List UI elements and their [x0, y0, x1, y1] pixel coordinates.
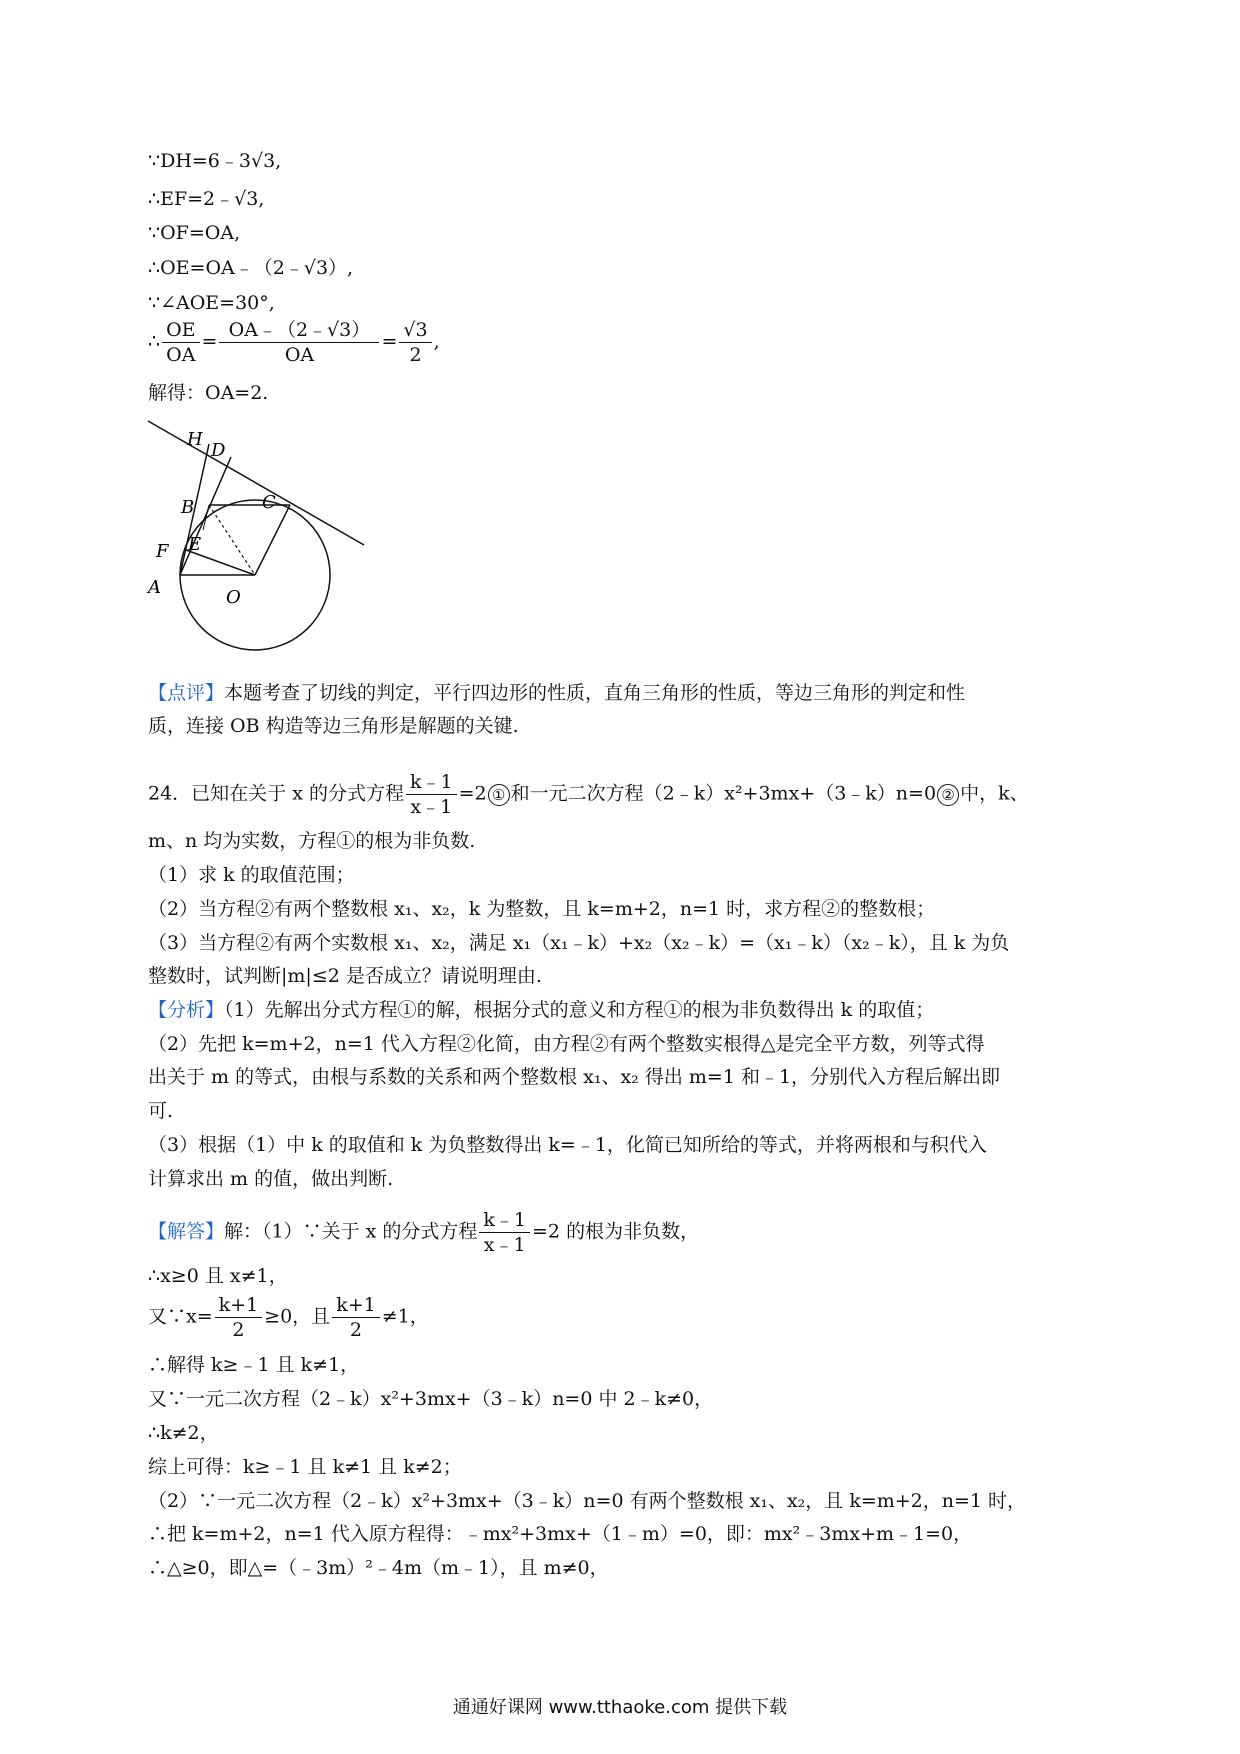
answer-line-8: （2）∵一元二次方程（2﹣k）x²+3mx+（3﹣k）n=0 有两个整数根 x₁、x₂，且 k=m+2，n=1 时， — [148, 1490, 1027, 1512]
comment-line-2: 质，连接 OB 构造等边三角形是解题的关键. — [148, 715, 519, 737]
fraction-den: OA — [166, 344, 196, 366]
fraction-expression — [219, 318, 379, 367]
fraction-oe-oa — [162, 318, 199, 367]
comment-line-1 — [148, 680, 965, 706]
answer-text-3b: ≥0，且 — [264, 1305, 331, 1328]
answer-line-3 — [148, 1293, 429, 1342]
comment-tag: 【点评】 — [148, 682, 225, 704]
analysis-line-2: （2）先把 k=m+2，n=1 代入方程②化简，由方程②有两个整数实根得△是完全平方数，列等式得 — [148, 1033, 985, 1055]
proof-line-4: ∴OE=OA﹣（2﹣√3）, — [148, 257, 354, 279]
analysis-line-6: 计算求出 m 的值，做出判断. — [148, 1168, 394, 1190]
q24-part-2: （2）当方程②有两个整数根 x₁、x₂，k 为整数，且 k=m+2，n=1 时，求方程②的整数根； — [148, 898, 936, 920]
segment-eb — [203, 505, 209, 530]
analysis-line-1 — [148, 997, 934, 1023]
fraction-num: OA﹣（2﹣√3） — [219, 318, 379, 343]
label-d: D — [211, 440, 226, 461]
proof-line-6: ∴ $\frac{OE}{OA}$ = $\frac{OA﹣(2﹣√3)}{OA}$ = $\frac{√3}{2}$ , — [148, 319, 440, 366]
fraction-num: √3 — [399, 318, 431, 343]
analysis-line-4: 可. — [148, 1100, 174, 1122]
q24-intro-c: 和一元二次方程（2﹣k）x²+3mx+（3﹣k）n=0 — [510, 782, 937, 805]
answer-text-1b: =2 的根为非负数， — [532, 1220, 700, 1243]
fraction-num: OE — [162, 318, 199, 343]
fraction-den: x﹣1 — [410, 796, 453, 818]
fraction-num: k﹣1 — [479, 1208, 530, 1233]
q24-part-1: （1）求 k 的取值范围； — [148, 864, 355, 886]
q24-intro-d: 中，k、 — [960, 782, 1029, 805]
comment-text-1: 本题考查了切线的判定，平行四边形的性质，直角三角形的性质，等边三角形的判定和性 — [224, 682, 966, 704]
question-24-intro — [148, 770, 1029, 819]
analysis-line-3: 出关于 m 的等式，由根与系数的关系和两个整数根 x₁、x₂ 得出 m=1 和﹣1，分别代入方程后解出即 — [148, 1066, 1001, 1088]
answer-line-10: ∴△≥0，即△=（﹣3m）²﹣4m（m﹣1），且 m≠0， — [148, 1557, 609, 1579]
label-c: C — [262, 492, 276, 513]
label-f: F — [156, 541, 169, 562]
answer-line-5: 又∵一元二次方程（2﹣k）x²+3mx+（3﹣k）n=0 中 2﹣k≠0， — [148, 1388, 714, 1410]
q24-part-3b: 整数时，试判断|m|≤2 是否成立？请说明理由. — [148, 965, 542, 987]
answer-fraction-1 — [479, 1208, 530, 1257]
analysis-line-5: （3）根据（1）中 k 的取值和 k 为负整数得出 k=﹣1，化简已知所给的等式，并将两根和与积代入 — [148, 1134, 987, 1156]
fraction-num: k+1 — [332, 1293, 380, 1318]
fraction-den: x﹣1 — [483, 1234, 526, 1256]
answer-text-1a: 解：（1）∵关于 x 的分式方程 — [224, 1220, 478, 1243]
proof-line-7: 解得：OA=2. — [148, 382, 269, 404]
fraction-sqrt3-2 — [399, 318, 431, 367]
q24-line-2: m、n 均为实数，方程①的根为非负数. — [148, 830, 476, 852]
answer-line-7: 综上可得：k≥﹣1 且 k≠1 且 k≠2； — [148, 1456, 462, 1478]
answer-text-3a: 又∵x= — [148, 1305, 213, 1328]
analysis-tag: 【分析】 — [148, 999, 225, 1021]
proof-line-3: ∵OF=OA, — [148, 222, 241, 244]
page-footer: 通通好课网 www.tthaoke.com 提供下载 — [452, 1697, 788, 1718]
analysis-text-1: （1）先解出分式方程①的解，根据分式的意义和方程①的根为非负数得出 k 的取值； — [224, 999, 935, 1021]
fraction-num: k﹣1 — [406, 770, 457, 795]
answer-fraction-2 — [215, 1293, 263, 1342]
answer-text-3c: ≠1， — [381, 1305, 429, 1328]
q24-part-3: （3）当方程②有两个实数根 x₁、x₂，满足 x₁（x₁﹣k）+x₂（x₂﹣k）=（x₁﹣k）（x₂﹣k），且 k 为负 — [148, 932, 1010, 954]
proof-line-6-prefix: ∴ — [148, 330, 161, 353]
fraction-den: OA — [284, 344, 315, 366]
answer-line-2: ∴x≥0 且 x≠1， — [148, 1265, 288, 1287]
circled-two: ② — [937, 784, 959, 806]
circled-one: ① — [488, 784, 510, 806]
label-b: B — [181, 497, 195, 518]
answer-line-9: ∴把 k=m+2，n=1 代入原方程得：﹣mx²+3mx+（1﹣m）=0，即：mx²﹣3mx+m﹣1=0， — [148, 1523, 973, 1545]
proof-line-5: ∵∠AOE=30°, — [148, 292, 275, 314]
q24-intro-b: =2 — [458, 782, 487, 805]
answer-line-1 — [148, 1208, 699, 1257]
answer-tag: 【解答】 — [148, 1220, 225, 1243]
answer-line-4: ∴解得 k≥﹣1 且 k≠1， — [148, 1354, 360, 1376]
label-h: H — [187, 429, 203, 450]
answer-line-6: ∴k≠2， — [148, 1422, 219, 1444]
label-e: E — [188, 534, 202, 555]
fraction-den: 2 — [232, 1319, 245, 1341]
q24-fraction — [406, 770, 457, 819]
label-o: O — [226, 587, 241, 608]
proof-line-1: ∵DH=6﹣3√3, — [148, 150, 282, 172]
fraction-den: 2 — [409, 344, 422, 366]
segment-oc — [255, 505, 290, 575]
geometry-figure — [140, 415, 380, 670]
segment-ob-dashed — [209, 505, 255, 575]
fraction-den: 2 — [349, 1319, 362, 1341]
tangent-line — [148, 421, 364, 545]
proof-line-2: ∴EF=2﹣√3, — [148, 188, 265, 210]
fraction-num: k+1 — [215, 1293, 263, 1318]
label-a: A — [148, 577, 161, 598]
answer-fraction-3 — [332, 1293, 380, 1342]
q24-intro-a: 24．已知在关于 x 的分式方程 — [148, 782, 404, 805]
